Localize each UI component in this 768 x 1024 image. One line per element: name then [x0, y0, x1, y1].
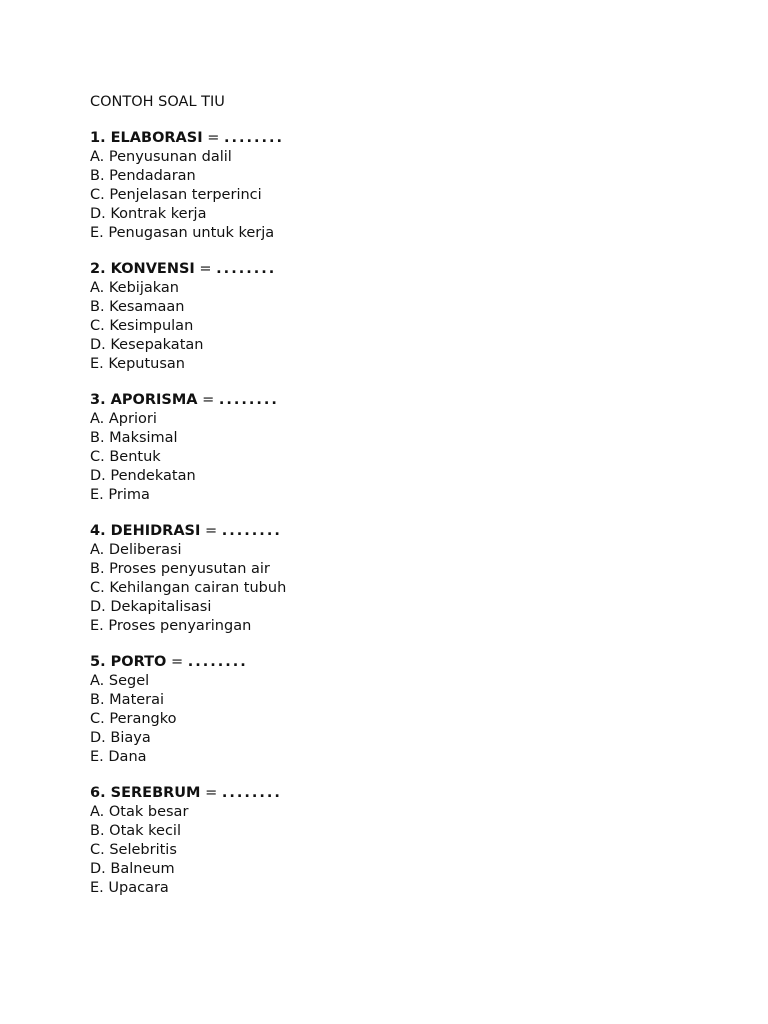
question-blank: ........	[218, 392, 279, 408]
option-letter: B.	[90, 299, 105, 315]
option-letter: B.	[90, 430, 105, 446]
option-c	[90, 448, 730, 467]
option-letter: D.	[90, 599, 106, 615]
question-2	[90, 260, 730, 374]
option-letter: D.	[90, 861, 106, 877]
option-text: Penjelasan terperinci	[109, 187, 262, 203]
option-a	[90, 148, 730, 167]
question-line	[90, 129, 730, 148]
option-text: Otak besar	[108, 804, 189, 820]
option-text: Dekapitalisasi	[110, 599, 212, 615]
option-letter: D.	[90, 206, 106, 222]
option-text: Pendekatan	[110, 468, 196, 484]
option-letter: A.	[90, 149, 105, 165]
option-text: Penyusunan dalil	[108, 149, 232, 165]
option-text: Segel	[108, 673, 150, 689]
question-equals: =	[197, 392, 219, 408]
option-e	[90, 748, 730, 767]
question-term: 4. DEHIDRASI	[90, 523, 201, 539]
option-a	[90, 541, 730, 560]
option-d	[90, 598, 730, 617]
question-1	[90, 129, 730, 243]
option-letter: E.	[90, 487, 104, 503]
option-b	[90, 298, 730, 317]
question-line	[90, 391, 730, 410]
option-text: Prima	[108, 487, 150, 503]
option-c	[90, 841, 730, 860]
option-letter: C.	[90, 187, 105, 203]
option-letter: C.	[90, 449, 105, 465]
option-text: Apriori	[108, 411, 157, 427]
question-line	[90, 260, 730, 279]
question-blank: ........	[187, 654, 248, 670]
option-letter: B.	[90, 168, 105, 184]
option-letter: A.	[90, 673, 105, 689]
option-e	[90, 879, 730, 898]
option-letter: C.	[90, 842, 105, 858]
question-term: 6. SEREBRUM	[90, 785, 201, 801]
option-text: Kehilangan cairan tubuh	[109, 580, 287, 596]
question-3	[90, 391, 730, 505]
option-text: Biaya	[110, 730, 151, 746]
option-letter: A.	[90, 542, 105, 558]
option-letter: E.	[90, 749, 104, 765]
option-text: Kontrak kerja	[110, 206, 207, 222]
option-text: Proses penyusutan air	[109, 561, 270, 577]
option-text: Kesamaan	[109, 299, 185, 315]
question-5	[90, 653, 730, 767]
option-text: Kebijakan	[108, 280, 179, 296]
option-a	[90, 279, 730, 298]
option-c	[90, 710, 730, 729]
option-b	[90, 167, 730, 186]
option-letter: A.	[90, 411, 105, 427]
option-c	[90, 186, 730, 205]
option-text: Kesimpulan	[109, 318, 194, 334]
option-d	[90, 336, 730, 355]
document-page	[90, 93, 730, 915]
option-e	[90, 355, 730, 374]
option-letter: D.	[90, 730, 106, 746]
option-e	[90, 224, 730, 243]
option-letter: E.	[90, 618, 104, 634]
question-equals: =	[200, 785, 222, 801]
question-equals: =	[166, 654, 188, 670]
option-text: Bentuk	[109, 449, 161, 465]
question-blank: ........	[216, 261, 277, 277]
option-letter: D.	[90, 337, 106, 353]
option-d	[90, 205, 730, 224]
option-letter: C.	[90, 580, 105, 596]
option-c	[90, 317, 730, 336]
document-title: CONTOH SOAL TIU	[90, 94, 225, 110]
question-term: 5. PORTO	[90, 654, 167, 670]
option-letter: D.	[90, 468, 106, 484]
option-d	[90, 729, 730, 748]
option-text: Keputusan	[108, 356, 185, 372]
option-text: Kesepakatan	[110, 337, 204, 353]
question-term: 2. KONVENSI	[90, 261, 195, 277]
option-text: Maksimal	[109, 430, 178, 446]
question-4	[90, 522, 730, 636]
question-equals: =	[194, 261, 217, 277]
option-c	[90, 579, 730, 598]
question-line	[90, 784, 730, 803]
option-e	[90, 486, 730, 505]
option-text: Pendadaran	[109, 168, 196, 184]
option-letter: C.	[90, 711, 105, 727]
option-a	[90, 803, 730, 822]
question-term: 3. APORISMA	[90, 392, 198, 408]
option-text: Otak kecil	[109, 823, 181, 839]
option-b	[90, 429, 730, 448]
option-letter: E.	[90, 356, 104, 372]
option-letter: E.	[90, 225, 104, 241]
option-a	[90, 410, 730, 429]
question-term: 1. ELABORASI	[90, 130, 203, 146]
option-letter: E.	[90, 880, 104, 896]
question-line	[90, 653, 730, 672]
question-6	[90, 784, 730, 898]
option-letter: A.	[90, 804, 105, 820]
option-b	[90, 691, 730, 710]
option-letter: A.	[90, 280, 105, 296]
option-text: Deliberasi	[108, 542, 182, 558]
question-blank: ........	[221, 785, 282, 801]
option-d	[90, 860, 730, 879]
option-letter: B.	[90, 692, 105, 708]
question-blank: ........	[221, 523, 282, 539]
option-d	[90, 467, 730, 486]
option-letter: B.	[90, 823, 105, 839]
option-a	[90, 672, 730, 691]
option-text: Dana	[108, 749, 147, 765]
option-text: Selebritis	[109, 842, 177, 858]
option-b	[90, 822, 730, 841]
option-text: Balneum	[110, 861, 175, 877]
option-text: Materai	[109, 692, 165, 708]
question-blank: ........	[224, 130, 285, 146]
option-letter: C.	[90, 318, 105, 334]
option-letter: B.	[90, 561, 105, 577]
question-line	[90, 522, 730, 541]
option-text: Upacara	[108, 880, 169, 896]
option-e	[90, 617, 730, 636]
question-equals: =	[202, 130, 224, 146]
question-equals: =	[200, 523, 222, 539]
option-text: Proses penyaringan	[108, 618, 252, 634]
option-text: Perangko	[109, 711, 177, 727]
option-text: Penugasan untuk kerja	[108, 225, 275, 241]
option-b	[90, 560, 730, 579]
